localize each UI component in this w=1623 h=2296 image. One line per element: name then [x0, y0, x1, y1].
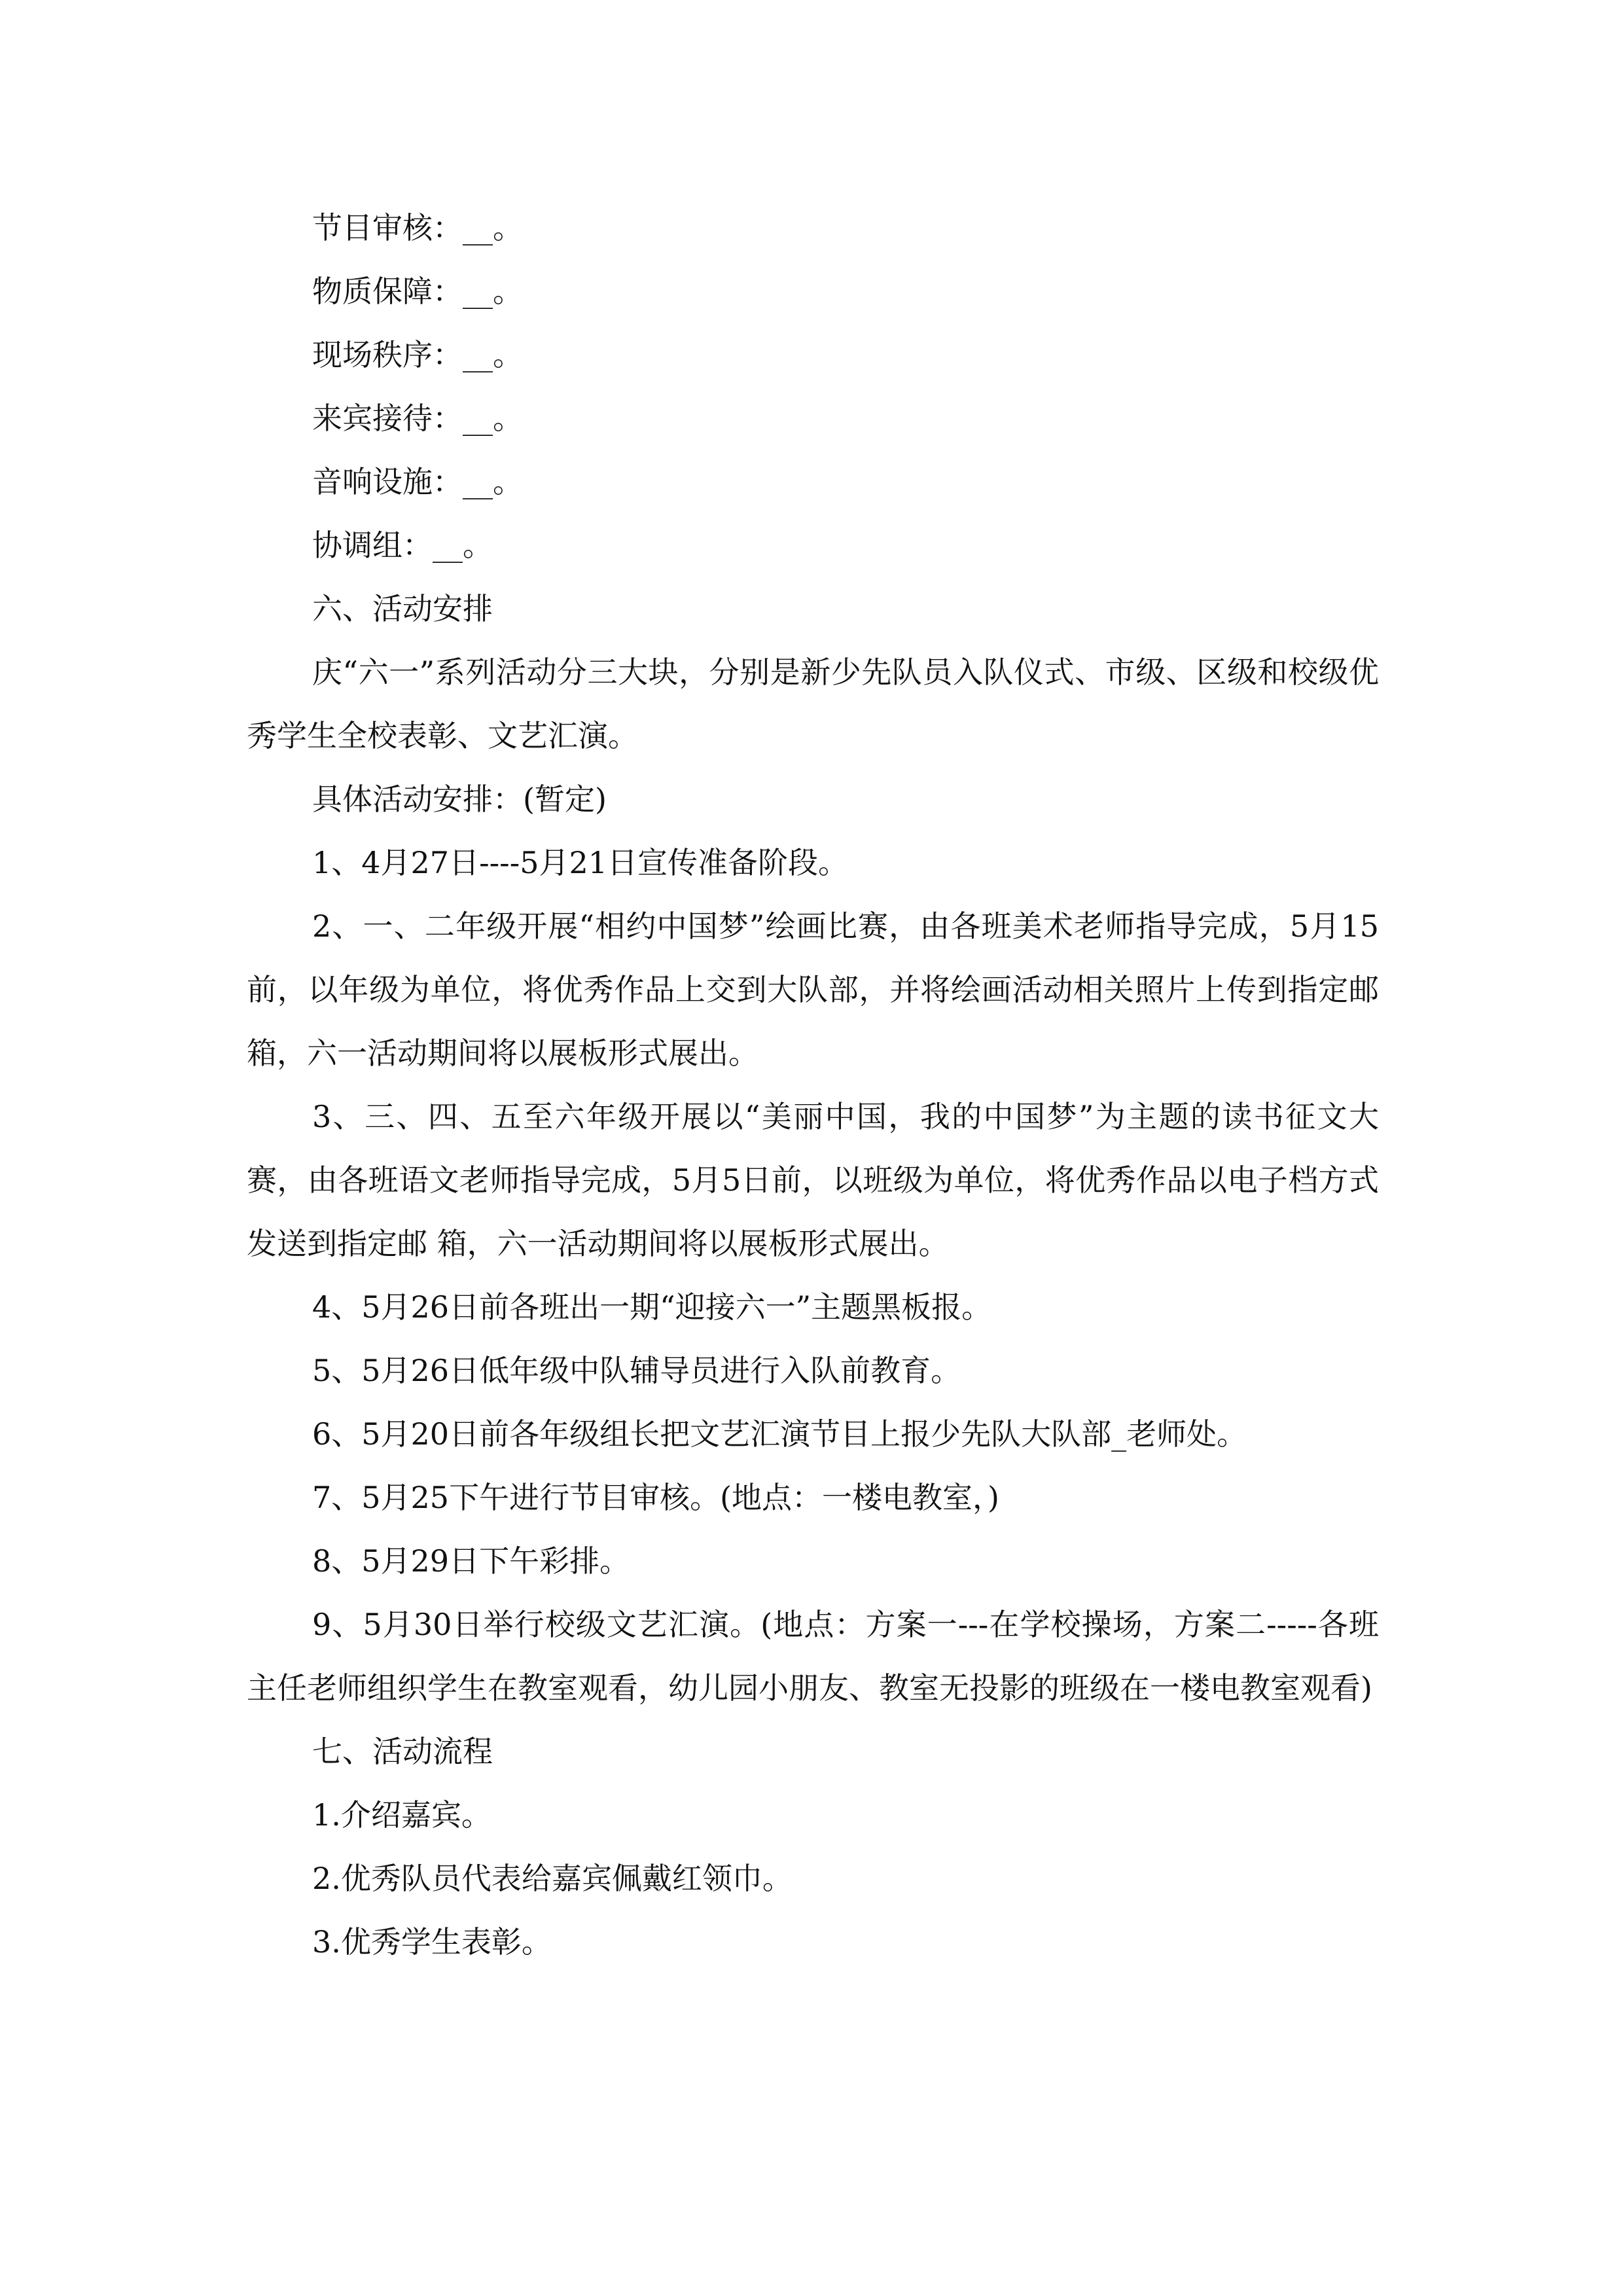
list-item-6: 6、5月20日前各年级组长把文艺汇演节目上报少先队大队部_老师处。	[312, 1416, 1247, 1452]
list-item-3: 3、三、四、五至六年级开展以“美丽中国，我的中国梦”为主题的读书征文大赛，由各班语文老师指导完成，5月5日前，以班级为单位，将优秀作品以电子档方式发送到指定邮 箱，六一活动期间将以展板形式展出。	[247, 1099, 1379, 1261]
list-item-9: 9、5月30日举行校级文艺汇演。(地点：方案一---在学校操场，方案二-----各班主任老师组织学生在教室观看，幼儿园小朋友、教室无投影的班级在一楼电教室观看)	[247, 1607, 1379, 1706]
paragraph-guest-reception: 来宾接待：__。	[312, 401, 523, 436]
paragraph-activity-overview: 庆“六一”系列活动分三大块，分别是新少先队员入队仪式、市级、区级和校级优秀学生全校表彰、文艺汇演。	[247, 655, 1379, 753]
paragraph-coordination-group: 协调组：__。	[312, 528, 493, 563]
section-heading-activity-arrangement: 六、活动安排	[312, 591, 493, 626]
paragraph-site-order: 现场秩序：__。	[312, 337, 523, 372]
process-step-3: 3.优秀学生表彰。	[312, 1924, 552, 1960]
list-item-1: 1、4月27日----5月21日宣传准备阶段。	[312, 845, 849, 880]
list-item-5: 5、5月26日低年级中队辅导员进行入队前教育。	[312, 1353, 961, 1388]
process-step-2: 2.优秀队员代表给嘉宾佩戴红领巾。	[312, 1861, 793, 1896]
process-step-1: 1.介绍嘉宾。	[312, 1797, 491, 1833]
list-item-4: 4、5月26日前各班出一期“迎接六一”主题黑板报。	[312, 1289, 992, 1325]
document-page	[247, 196, 1379, 1974]
list-item-2: 2、一、二年级开展“相约中国梦”绘画比赛，由各班美术老师指导完成，5月15前，以年级为单位，将优秀作品上交到大队部，并将绘画活动相关照片上传到指定邮 箱，六一活动期间将以展板形式展出。	[247, 908, 1379, 1071]
section-heading-activity-process: 七、活动流程	[312, 1734, 493, 1769]
list-item-7: 7、5月25下午进行节目审核。(地点：一楼电教室，)	[312, 1480, 999, 1515]
paragraph-specific-arrangement: 具体活动安排：(暂定)	[312, 781, 607, 817]
list-item-8: 8、5月29日下午彩排。	[312, 1543, 630, 1579]
paragraph-program-review: 节目审核：__。	[312, 210, 523, 245]
paragraph-material-support: 物质保障：__。	[312, 274, 523, 309]
paragraph-sound-facilities: 音响设施：__。	[312, 464, 523, 499]
